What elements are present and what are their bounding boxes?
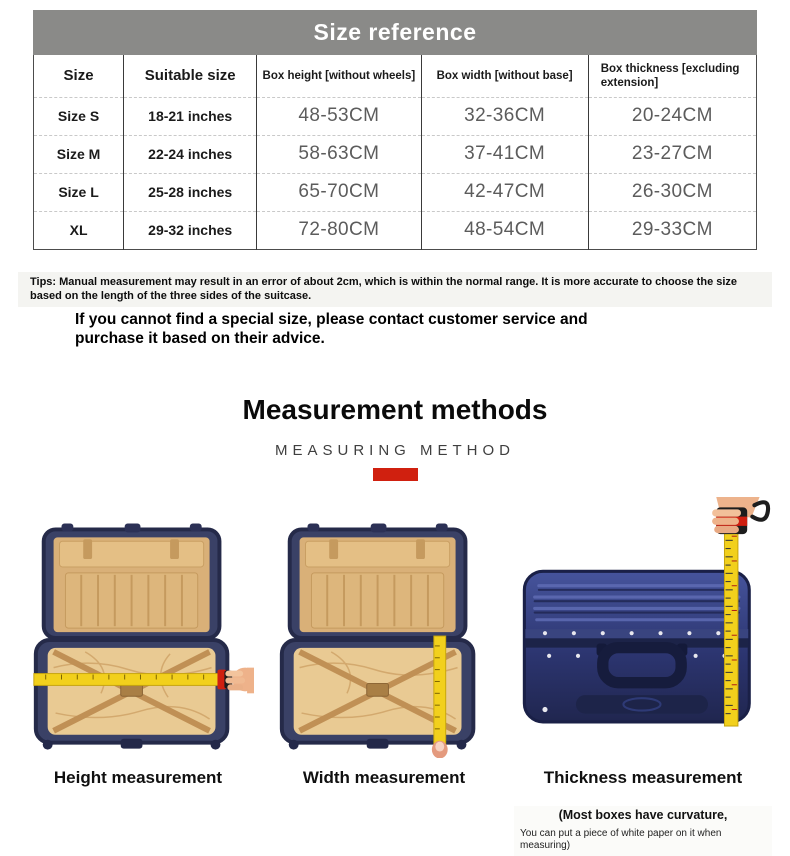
cell-thickness: 23-27CM <box>588 135 756 173</box>
cell-suitable: 29-32 inches <box>124 211 257 249</box>
tips-advice-text: If you cannot find a special size, please contact customer service and purchase it based on their advice. <box>75 310 588 347</box>
cell-thickness: 29-33CM <box>588 211 756 249</box>
open-suitcase-horizontal-tape-image <box>22 522 254 758</box>
cell-size: Size L <box>34 173 124 211</box>
col-header-suitable-size: Suitable size <box>124 55 257 97</box>
thickness-measurement-figure <box>514 497 772 856</box>
cell-suitable: 22-24 inches <box>124 135 257 173</box>
tape-measure-icon <box>724 523 737 725</box>
height-measurement-caption: Height measurement <box>53 767 223 787</box>
cell-width: 42-47CM <box>421 173 588 211</box>
cell-width: 48-54CM <box>421 211 588 249</box>
col-header-size: Size <box>63 67 94 85</box>
closed-suitcase-tape-image <box>514 497 772 758</box>
cell-size: Size M <box>34 135 124 173</box>
width-measurement-caption: Width measurement <box>302 767 466 787</box>
hand-icon <box>225 667 254 693</box>
table-row-size-l <box>34 173 757 211</box>
methods-subtitle: MEASURING METHOD <box>274 441 515 459</box>
size-reference-section <box>33 10 757 250</box>
cell-width: 32-36CM <box>421 97 588 135</box>
size-table <box>33 55 757 250</box>
red-divider-bar <box>373 468 418 481</box>
measurement-methods-section <box>0 394 790 856</box>
col-header-box-thickness: Box thickness [excluding extension] <box>588 55 756 97</box>
cell-suitable: 18-21 inches <box>124 97 257 135</box>
finger-icon <box>432 740 448 757</box>
height-measurement-figure <box>22 497 254 788</box>
methods-title: Measurement methods <box>242 393 548 425</box>
tape-measure-icon <box>434 636 446 745</box>
col-header-box-height: Box height [without wheels] <box>257 55 421 97</box>
cell-suitable: 25-28 inches <box>124 173 257 211</box>
table-row-size-m <box>34 135 757 173</box>
tips-note-text: Tips: Manual measurement may result in an error of about 2cm, which is within the normal range. It is more accurate to choose the size based on the length of the three sides of the suitcase. <box>18 272 772 307</box>
cell-thickness: 26-30CM <box>588 173 756 211</box>
cell-height: 48-53CM <box>257 97 421 135</box>
thickness-measurement-caption: Thickness measurement <box>543 767 743 787</box>
hand-icon <box>712 497 768 534</box>
size-reference-title <box>33 10 757 55</box>
table-row-size-s <box>34 97 757 135</box>
thickness-note-bold: (Most boxes have curvature, <box>558 807 728 822</box>
cell-height: 72-80CM <box>257 211 421 249</box>
tips-section <box>0 272 790 348</box>
table-row-size-xl <box>34 211 757 249</box>
cell-size: Size S <box>34 97 124 135</box>
size-table-header-row <box>34 55 757 97</box>
thickness-note <box>514 806 772 856</box>
cell-thickness: 20-24CM <box>588 97 756 135</box>
product-size-infographic <box>0 10 790 856</box>
cell-size: XL <box>34 211 124 249</box>
method-figures-row <box>0 497 790 856</box>
cell-height: 65-70CM <box>257 173 421 211</box>
thickness-note-small: You can put a piece of white paper on it when measuring) <box>520 827 722 851</box>
size-reference-title-text: Size reference <box>313 19 477 45</box>
cell-width: 37-41CM <box>421 135 588 173</box>
col-header-box-width: Box width [without base] <box>421 55 588 97</box>
width-measurement-figure <box>268 497 500 788</box>
open-suitcase-vertical-tape-image <box>268 522 500 758</box>
cell-height: 58-63CM <box>257 135 421 173</box>
